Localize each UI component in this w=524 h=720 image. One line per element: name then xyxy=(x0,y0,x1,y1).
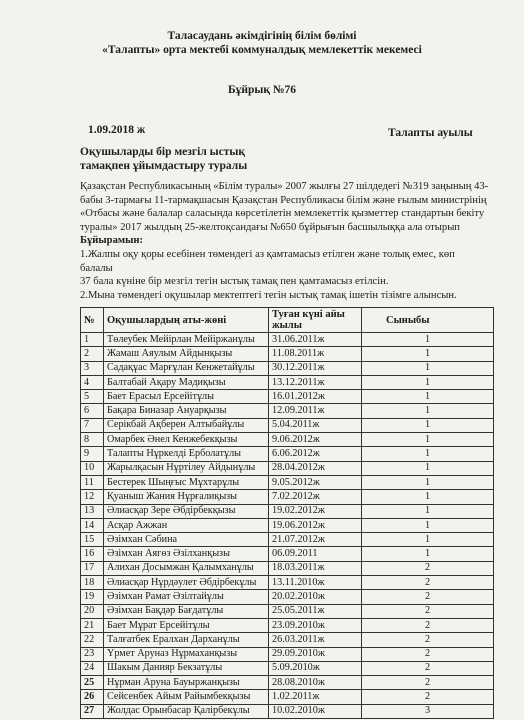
item-2: 2.Мына төмендегі оқушылар мектептегі тегін ыстық тамақ ішетін тізімге алынсын. xyxy=(80,290,457,301)
table-row xyxy=(81,547,494,561)
item-1 xyxy=(80,248,490,289)
student-name: Балтабай Ақару Мәдиқызы xyxy=(104,375,269,389)
table-row xyxy=(81,433,494,447)
birth-date: 12.09.2011ж xyxy=(269,404,362,418)
birth-date: 28.08.2010ж xyxy=(269,676,362,690)
col-name: Оқушылардың аты-жөні xyxy=(104,308,269,333)
order-keyword: Бұйырамын: xyxy=(80,235,143,247)
row-number: 22 xyxy=(81,633,104,647)
order-date: 1.09.2018 ж xyxy=(88,124,146,136)
student-name: Бақара Биназар Ануарқызы xyxy=(104,404,269,418)
student-name: Әзімхан Сәбина xyxy=(104,533,269,547)
col-grade: Сыныбы xyxy=(362,308,494,333)
student-name: Төлеубек Мейірлан Мейіржанұлы xyxy=(104,333,269,347)
grade: 1 xyxy=(362,547,494,561)
student-name: Алихан Досымжан Қалымханұлы xyxy=(104,561,269,575)
grade: 2 xyxy=(362,604,494,618)
col-birthdate: Туған күні айы жылы xyxy=(269,308,362,333)
row-number: 21 xyxy=(81,618,104,632)
grade: 1 xyxy=(362,390,494,404)
row-number: 15 xyxy=(81,533,104,547)
table-row xyxy=(81,633,494,647)
birth-date: 18.03.2011ж xyxy=(269,561,362,575)
row-number: 6 xyxy=(81,404,104,418)
student-name: Әлиасқар Нұрдәулет Әбдірбекұлы xyxy=(104,576,269,590)
birth-date: 10.02.2010ж xyxy=(269,704,362,718)
grade: 1 xyxy=(362,461,494,475)
table-row xyxy=(81,347,494,361)
village-name: Талапты ауылы xyxy=(388,127,473,139)
student-name: Әзімхан Рамат Әзілтайұлы xyxy=(104,590,269,604)
student-name: Асқар Ажжан xyxy=(104,518,269,532)
table-row xyxy=(81,361,494,375)
student-name: Бестерек Шыңғыс Мұхтарұлы xyxy=(104,475,269,489)
grade: 1 xyxy=(362,490,494,504)
table-row xyxy=(81,676,494,690)
grade: 1 xyxy=(362,533,494,547)
row-number: 5 xyxy=(81,390,104,404)
student-name: Омарбек Әнел Кенжебекқызы xyxy=(104,433,269,447)
table-row xyxy=(81,704,494,718)
grade: 1 xyxy=(362,418,494,432)
table-row xyxy=(81,618,494,632)
row-number: 2 xyxy=(81,347,104,361)
table-row xyxy=(81,590,494,604)
student-name: Шакым Данияр Бекзатұлы xyxy=(104,661,269,675)
grade: 1 xyxy=(362,518,494,532)
row-number: 1 xyxy=(81,333,104,347)
birth-date: 06.09.2011 xyxy=(269,547,362,561)
table-row xyxy=(81,576,494,590)
grade: 2 xyxy=(362,647,494,661)
row-number: 19 xyxy=(81,590,104,604)
student-name: Талапты Нұркелді Ерболатұлы xyxy=(104,447,269,461)
row-number: 25 xyxy=(81,676,104,690)
birth-date: 26.03.2011ж xyxy=(269,633,362,647)
birth-date: 29.09.2010ж xyxy=(269,647,362,661)
birth-date: 9.06.2012ж xyxy=(269,433,362,447)
row-number: 10 xyxy=(81,461,104,475)
grade: 2 xyxy=(362,576,494,590)
birth-date: 23.09.2010ж xyxy=(269,618,362,632)
grade: 2 xyxy=(362,676,494,690)
student-table xyxy=(80,307,494,719)
table-row xyxy=(81,333,494,347)
row-number: 13 xyxy=(81,504,104,518)
department-title: Таласаудань әкімдігінің білім бөлімі xyxy=(167,30,357,42)
birth-date: 21.07.2012ж xyxy=(269,533,362,547)
row-number: 24 xyxy=(81,661,104,675)
grade: 2 xyxy=(362,690,494,704)
birth-date: 13.11.2010ж xyxy=(269,576,362,590)
birth-date: 1.02.2011ж xyxy=(269,690,362,704)
student-name: Жарылқасын Нұртілеу Айдынұлы xyxy=(104,461,269,475)
row-number: 23 xyxy=(81,647,104,661)
grade: 1 xyxy=(362,347,494,361)
grade: 1 xyxy=(362,433,494,447)
birth-date: 6.06.2012ж xyxy=(269,447,362,461)
student-name: Садақұас Марғұлан Кенжетайұлы xyxy=(104,361,269,375)
birth-date: 7.02.2012ж xyxy=(269,490,362,504)
table-row xyxy=(81,461,494,475)
student-name: Нұрман Аруна Бауыржанқызы xyxy=(104,676,269,690)
table-row xyxy=(81,518,494,532)
row-number: 16 xyxy=(81,547,104,561)
row-number: 9 xyxy=(81,447,104,461)
row-number: 3 xyxy=(81,361,104,375)
grade: 2 xyxy=(362,661,494,675)
table-row xyxy=(81,404,494,418)
student-name: Әзімхан Бақдәр Бағдатұлы xyxy=(104,604,269,618)
preamble-line-3: «Отбасы және балалар саласында көрсетілетін мемлекеттік қызметтер стандартын бекіту xyxy=(80,208,485,220)
birth-date: 19.02.2012ж xyxy=(269,504,362,518)
row-number: 17 xyxy=(81,561,104,575)
table-row xyxy=(81,504,494,518)
subject-line-1: Оқушыларды бір мезгіл ыстық xyxy=(80,146,245,158)
grade: 1 xyxy=(362,447,494,461)
grade: 1 xyxy=(362,361,494,375)
order-number: Бұйрық №76 xyxy=(228,84,296,96)
row-number: 7 xyxy=(81,418,104,432)
grade: 1 xyxy=(362,333,494,347)
preamble-line-2: бабы 3-тармағы 11-тармақшасын Қазақстан Республикасы білім және ғылым министрінің xyxy=(80,194,487,206)
row-number: 11 xyxy=(81,475,104,489)
birth-date: 13.12.2011ж xyxy=(269,375,362,389)
row-number: 4 xyxy=(81,375,104,389)
grade: 1 xyxy=(362,504,494,518)
student-name: Әлиасқар Зере Әбдірбекқызы xyxy=(104,504,269,518)
birth-date: 16.01.2012ж xyxy=(269,390,362,404)
col-number: № xyxy=(81,308,104,333)
birth-date: 19.06.2012ж xyxy=(269,518,362,532)
birth-date: 28.04.2012ж xyxy=(269,461,362,475)
birth-date: 5.09.2010ж xyxy=(269,661,362,675)
table-row xyxy=(81,604,494,618)
student-name: Қуаныш Жания Нұрғалиқызы xyxy=(104,490,269,504)
student-name: Жамаш Аяулым Айдынқызы xyxy=(104,347,269,361)
table-row xyxy=(81,561,494,575)
row-number: 27 xyxy=(81,704,104,718)
grade: 3 xyxy=(362,704,494,718)
order-subject xyxy=(80,145,247,173)
grade: 2 xyxy=(362,561,494,575)
row-number: 8 xyxy=(81,433,104,447)
row-number: 12 xyxy=(81,490,104,504)
birth-date: 20.02.2010ж xyxy=(269,590,362,604)
row-number: 18 xyxy=(81,576,104,590)
item-1-line-2: 37 бала күніне бір мезгіл тегін ыстық тамақ пен қамтамасыз етілсін. xyxy=(80,276,389,288)
birth-date: 9.05.2012ж xyxy=(269,475,362,489)
student-name: Бает Мұрат Ерсейітұлы xyxy=(104,618,269,632)
student-name: Үрмет Аруназ Нұрмаханқызы xyxy=(104,647,269,661)
table-row xyxy=(81,690,494,704)
row-number: 26 xyxy=(81,690,104,704)
table-row xyxy=(81,475,494,489)
student-name: Әзімхан Аягөз Әзілханқызы xyxy=(104,547,269,561)
table-row xyxy=(81,375,494,389)
table-row xyxy=(81,447,494,461)
preamble xyxy=(80,180,490,248)
subject-line-2: тамақпен ұйымдастыру туралы xyxy=(80,160,248,172)
birth-date: 31.06.2011ж xyxy=(269,333,362,347)
grade: 2 xyxy=(362,633,494,647)
student-name: Сейсенбек Айым Райымбекқызы xyxy=(104,690,269,704)
table-row xyxy=(81,661,494,675)
grade: 1 xyxy=(362,375,494,389)
grade: 2 xyxy=(362,590,494,604)
student-name: Серікбай Ақберен Алтыбайұлы xyxy=(104,418,269,432)
row-number: 14 xyxy=(81,518,104,532)
student-name: Талғатбек Ералхан Дарханұлы xyxy=(104,633,269,647)
school-title: «Талапты» орта мектебі коммуналдық мемлекеттік мекемесі xyxy=(102,44,422,56)
table-row xyxy=(81,418,494,432)
preamble-line-4: туралы» 2017 жылдың 25-желтоқсандағы №650 бұйрығын басшылыққа ала отырып xyxy=(80,221,460,233)
birth-date: 25.05.2011ж xyxy=(269,604,362,618)
birth-date: 30.12.2011ж xyxy=(269,361,362,375)
birth-date: 11.08.2011ж xyxy=(269,347,362,361)
preamble-line-1: Қазақстан Республикасының «Білім туралы» 2007 жылғы 27 шілдедегі №319 заңының 43- xyxy=(80,181,489,192)
table-row xyxy=(81,390,494,404)
grade: 2 xyxy=(362,618,494,632)
student-name: Бает Ерасыл Ерсейітұлы xyxy=(104,390,269,404)
student-name: Жолдас Орынбасар Қалірбекұлы xyxy=(104,704,269,718)
table-row xyxy=(81,490,494,504)
table-row xyxy=(81,533,494,547)
table-header-row xyxy=(81,308,494,333)
grade: 1 xyxy=(362,404,494,418)
item-1-line-1: 1.Жалпы оқу қоры есебінен төмендегі аз қамтамасыз етілген және толық емес, көп балалы xyxy=(80,249,455,274)
table-row xyxy=(81,647,494,661)
grade: 1 xyxy=(362,475,494,489)
birth-date: 5.04.2011ж xyxy=(269,418,362,432)
row-number: 20 xyxy=(81,604,104,618)
